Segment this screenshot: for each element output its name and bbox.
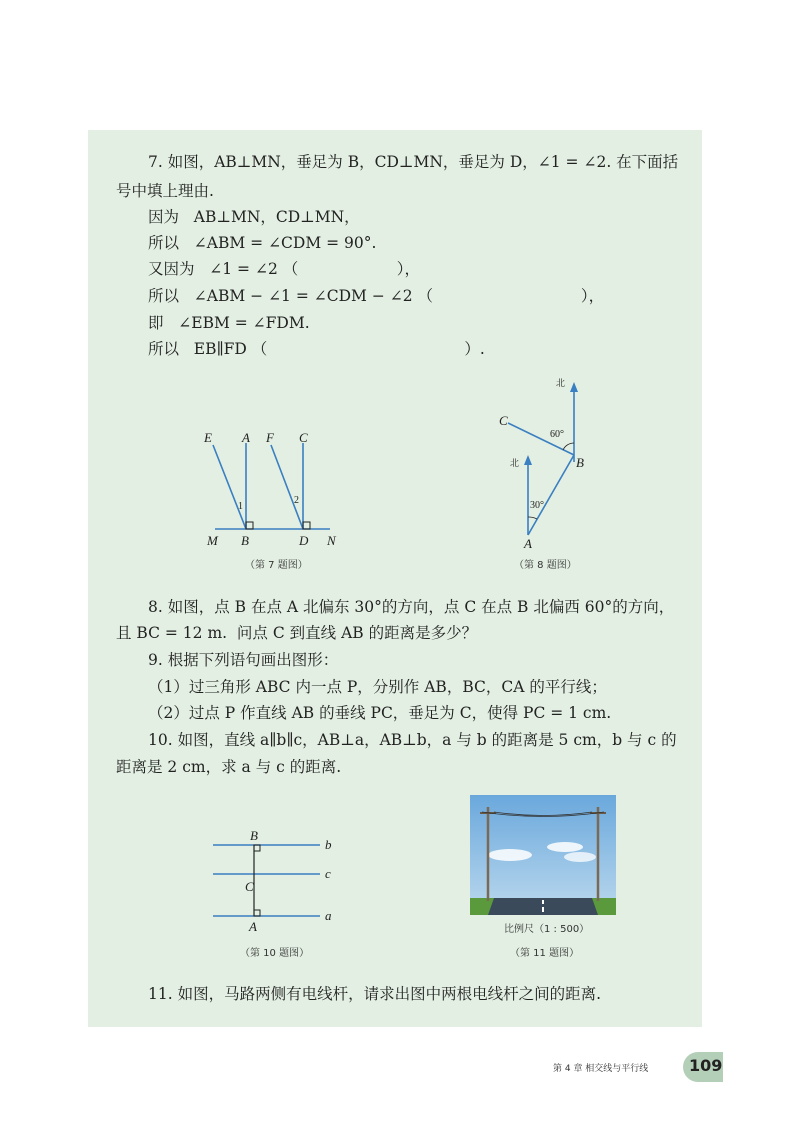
angle-arc-30 — [528, 517, 537, 519]
segment-ab — [528, 455, 574, 535]
q10-line-1: 10. 如图，直线 a∥b∥c，AB⊥a，AB⊥b，a 与 b 的距离是 5 cm，b 与 c 的 — [148, 731, 677, 749]
label-a-point: A — [249, 919, 257, 934]
label-angle-2: 2 — [294, 495, 299, 506]
figure-7-diagram — [195, 425, 355, 550]
right-angle-mark-b — [254, 845, 260, 851]
label-c-point: C — [245, 879, 254, 894]
right-angle-mark-b — [246, 522, 253, 529]
figure-10-diagram — [205, 825, 345, 940]
q7-line-7: 即 ∠EBM = ∠FDM. — [148, 314, 310, 332]
q8-line-2: 且 BC = 12 m. 问点 C 到直线 AB 的距离是多少？ — [116, 624, 478, 642]
line-fd — [271, 445, 303, 529]
figure-7-caption: （第 7 题图） — [245, 560, 308, 571]
page-number-tab — [683, 1052, 723, 1082]
label-a: A — [242, 430, 250, 445]
label-n: N — [327, 533, 336, 548]
label-angle-1: 1 — [238, 501, 243, 512]
label-line-b: b — [325, 837, 332, 852]
right-angle-mark-d — [303, 522, 310, 529]
q7-line-1: 7. 如图，AB⊥MN，垂足为 B，CD⊥MN，垂足为 D，∠1 = ∠2. 在下面括 — [148, 153, 679, 171]
q10-line-2: 距离是 2 cm，求 a 与 c 的距离. — [116, 758, 342, 776]
q9-line-3: （2）过点 P 作直线 AB 的垂线 PC，垂足为 C，使得 PC = 1 cm. — [148, 704, 612, 722]
label-angle-60: 60° — [550, 429, 564, 440]
north-arrowhead-a — [524, 455, 532, 465]
label-angle-30: 30° — [530, 500, 544, 511]
cloud-left — [488, 849, 532, 861]
label-c: C — [299, 430, 308, 445]
label-b: B — [576, 455, 584, 470]
angle-arc-60 — [563, 443, 574, 450]
label-north-b: 北 — [556, 379, 566, 389]
q7-line-8: 所以 EB∥FD （ ）. — [148, 340, 485, 358]
figure-11-illustration — [470, 795, 616, 915]
label-north-a: 北 — [510, 459, 520, 469]
segment-bc — [508, 423, 574, 455]
label-a: A — [524, 536, 532, 550]
figure-10-caption: （第 10 题图） — [240, 948, 310, 959]
label-f: F — [266, 430, 274, 445]
figure-8-caption: （第 8 题图） — [514, 560, 577, 571]
figure-8-diagram — [490, 370, 610, 550]
label-line-c: c — [325, 866, 331, 881]
north-arrowhead-b — [570, 382, 578, 392]
q7-line-6: 所以 ∠ABM − ∠1 = ∠CDM − ∠2 （ ）， — [148, 287, 605, 305]
chapter-title: 第 4 章 相交线与平行线 — [553, 1064, 649, 1074]
label-c: C — [499, 413, 508, 428]
q8-line-1: 8. 如图，点 B 在点 A 北偏东 30°的方向，点 C 在点 B 北偏西 60°的方向， — [148, 598, 675, 616]
label-b: B — [241, 533, 249, 548]
q11-line-1: 11. 如图，马路两侧有电线杆，请求出图中两根电线杆之间的距离. — [148, 985, 602, 1003]
cloud-right — [564, 852, 596, 862]
page-number: 109 — [689, 1056, 723, 1075]
q9-line-1: 9. 根据下列语句画出图形： — [148, 651, 339, 669]
q9-line-2: （1）过三角形 ABC 内一点 P，分别作 AB，BC，CA 的平行线； — [148, 678, 607, 696]
q7-line-5: 又因为 ∠1 = ∠2 （ ）， — [148, 260, 421, 278]
label-d: D — [299, 533, 309, 548]
figure-11-caption: （第 11 题图） — [510, 948, 580, 959]
q7-line-3: 因为 AB⊥MN，CD⊥MN， — [148, 208, 360, 226]
label-e: E — [204, 430, 212, 445]
label-m: M — [207, 533, 218, 548]
q7-line-2: 号中填上理由. — [116, 182, 214, 200]
label-line-a: a — [325, 908, 332, 923]
label-b-point: B — [250, 828, 258, 843]
line-eb — [213, 445, 246, 529]
q7-line-4: 所以 ∠ABM = ∠CDM = 90°. — [148, 234, 377, 252]
cloud-middle — [547, 842, 583, 852]
figure-11-scale: 比例尺（1 : 500） — [504, 924, 590, 935]
right-angle-mark-a — [254, 910, 260, 916]
